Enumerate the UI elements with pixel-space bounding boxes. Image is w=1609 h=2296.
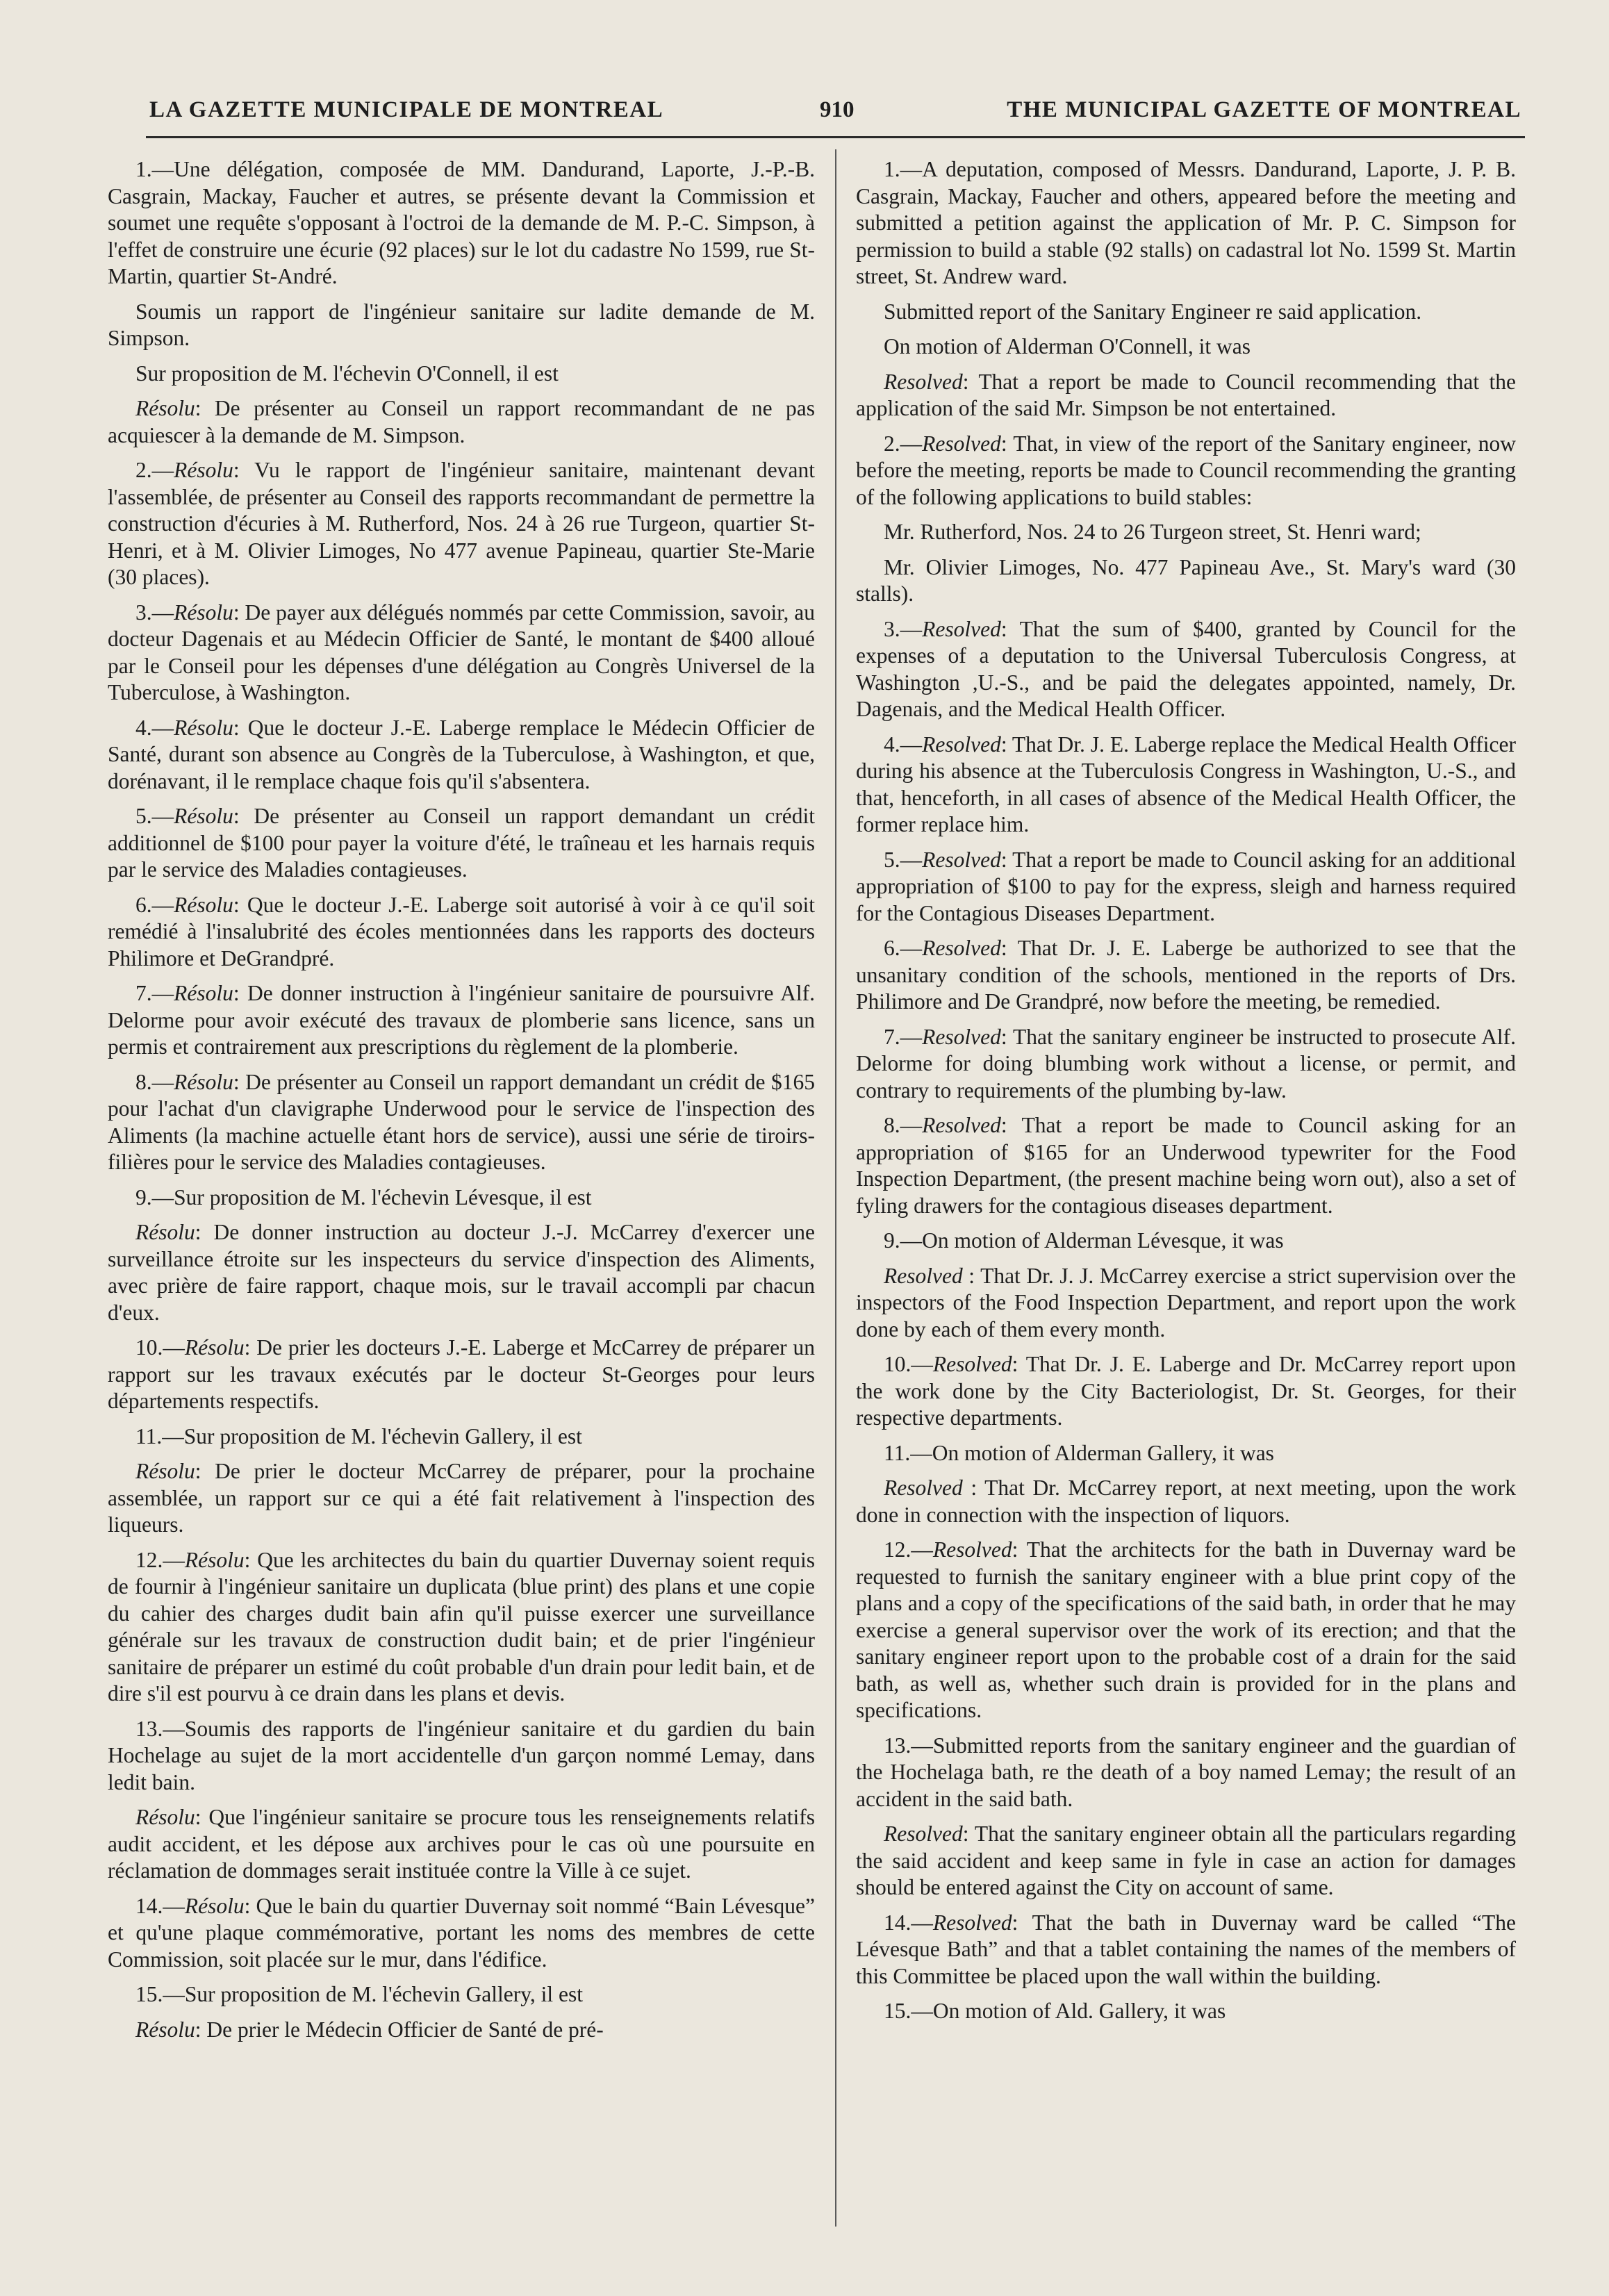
paragraph: Résolu: De prier le docteur McCarrey de préparer, pour la prochaine assemblée, un rapport sur ce qui a été fait relativement à l'inspection des liqueurs. [108, 1459, 815, 1537]
paragraph: Soumis un rapport de l'ingénieur sanitaire sur ladite demande de M. Simpson. [108, 299, 815, 350]
paragraph: Résolu: Que l'ingénieur sanitaire se procure tous les renseignements relatifs audit accident, et les dépose aux archives pour le cas où une poursuite en réclamation de dommages serait instituée contre la Ville à ce sujet. [108, 1805, 815, 1883]
running-head [149, 97, 1521, 132]
paragraph: Resolved: That the sanitary engineer obtain all the particulars regarding the said accident and keep same in fyle in case an action for damages should be entered against the City on account of same. [856, 1822, 1516, 1899]
column-divider [835, 149, 836, 2227]
paragraph: 15.—Sur proposition de M. l'échevin Gallery, il est [135, 1982, 584, 2006]
paragraph: 7.—Resolved: That the sanitary engineer be instructed to prosecute Alf. Delorme for doing blumbing work without a license, or permit, and contrary to requirements of the plumbing by-law. [856, 1024, 1516, 1102]
paragraph: 4.—Résolu: Que le docteur J.-E. Laberge remplace le Médecin Officier de Santé, durant son absence au Congrès de la Tuberculose, à Washington, et que, dorénavant, il le remplace chaque fois qu'il s'absentera. [108, 715, 815, 793]
french-column [108, 156, 815, 2051]
paragraph: 9.—Sur proposition de M. l'échevin Lévesque, il est [135, 1184, 592, 1209]
paragraph: 14.—Resolved: That the bath in Duvernay ward be called “The Lévesque Bath” and that a tablet containing the names of the members of this Committee be placed upon the wall within the building. [856, 1910, 1516, 1988]
paragraph: 6.—Resolved: That Dr. J. E. Laberge be authorized to see that the unsanitary condition of the schools, mentioned in the reports of Drs. Philimore and De Grandpré, now before the meeting, be remedied. [856, 936, 1516, 1014]
header-french-title: LA GAZETTE MUNICIPALE DE MONTREAL [149, 97, 664, 122]
paragraph: 1.—A deputation, composed of Messrs. Dandurand, Laporte, J. P. B. Casgrain, Mackay, Faucher and others, appeared before the meeting and submitted a petition against the application of Mr. P. C. Simpson for permission to build a stable (92 stalls) on cadastral lot No. 1599 St. Martin street, St. Andrew ward. [856, 157, 1516, 288]
paragraph: Résolu: De présenter au Conseil un rapport recommandant de ne pas acquiescer à la demande de M. Simpson. [108, 396, 815, 447]
page-number: 910 [820, 97, 855, 122]
paragraph: 2.—Résolu: Vu le rapport de l'ingénieur sanitaire, maintenant devant l'assemblée, de présenter au Conseil des rapports recommandant de permettre la construction d'écuries à M. Rutherford, Nos. 24 à 26 rue Turgeon, quartier St-Henri, et à M. Olivier Limoges, No 477 avenue Papineau, quartier Ste-Marie (30 places). [108, 458, 815, 589]
paragraph: 4.—Resolved: That Dr. J. E. Laberge replace the Medical Health Officer during his absence at the Tuberculosis Congress in Washington, U.-S., and that, henceforth, in all cases of absence of the Medical Health Officer, the former replace him. [856, 732, 1516, 836]
paragraph: 12.—Résolu: Que les architectes du bain du quartier Duvernay soient requis de fournir à l'ingénieur sanitaire un duplicata (blue print) des plans et une copie du cahier des charges dudit bain afin qu'il puisse exercer une surveillance générale sur les travaux de construction dudit bain; et de prier l'ingénieur sanitaire de préparer un estimé du coût probable d'un drain pour ledit bain, et de dire s'il est pourvu à ce drain dans les plans et devis. [108, 1547, 815, 1706]
paragraph: Mr. Rutherford, Nos. 24 to 26 Turgeon street, St. Henri ward; [884, 520, 1421, 544]
paragraph: 10.—Résolu: De prier les docteurs J.-E. Laberge et McCarrey de préparer un rapport sur les travaux exécutés par le docteur St-Georges pour leurs départements respectifs. [108, 1335, 815, 1413]
paragraph: Résolu: De donner instruction au docteur J.-J. McCarrey d'exercer une surveillance étroite sur les inspecteurs du service d'inspection des Aliments, avec prière de faire rapport, chaque mois, sur le travail accompli par chacun d'eux. [108, 1220, 815, 1325]
paragraph: 3.—Résolu: De payer aux délégués nommés par cette Commission, savoir, au docteur Dagenais et au Médecin Officier de Santé, le montant de $400 alloué par le Conseil pour les dépenses d'une délégation au Congrès Universel de la Tuberculose, à Washington. [108, 600, 815, 704]
paragraph: 5.—Résolu: De présenter au Conseil un rapport demandant un crédit additionnel de $100 pour payer la voiture d'été, le traîneau et les harnais requis par le service des Maladies contagieuses. [108, 804, 815, 882]
paragraph: 13.—Submitted reports from the sanitary engineer and the guardian of the Hochelaga bath, re the death of a boy named Lemay; the result of an accident in the said bath. [856, 1733, 1516, 1811]
paragraph: 5.—Resolved: That a report be made to Council asking for an additional appropriation of $100 to pay for the express, sleigh and harness required for the Contagious Diseases Department. [856, 847, 1516, 925]
paragraph: 9.—On motion of Alderman Lévesque, it was [884, 1228, 1284, 1253]
paragraph: Resolved : That Dr. McCarrey report, at next meeting, upon the work done in connection with the inspection of liquors. [856, 1476, 1516, 1527]
header-rule [146, 136, 1525, 138]
paragraph: Mr. Olivier Limoges, No. 477 Papineau Ave., St. Mary's ward (30 stalls). [856, 554, 1516, 606]
header-english-title: THE MUNICIPAL GAZETTE OF MONTREAL [1007, 97, 1521, 122]
paragraph: 7.—Résolu: De donner instruction à l'ingénieur sanitaire de poursuivre Alf. Delorme pour avoir exécuté des travaux de plomberie sans licence, sans un permis et contrairement aux prescriptions du règlement de la plomberie. [108, 981, 815, 1059]
paragraph: 15.—On motion of Ald. Gallery, it was [884, 1999, 1226, 2023]
paragraph: 2.—Resolved: That, in view of the report of the Sanitary engineer, now before the meeting, reports be made to Council recommending the granting of the following applications to build stables: [856, 431, 1516, 509]
paragraph: 8.—Resolved: That a report be made to Council asking for an appropriation of $165 for an Underwood typewriter for the Food Inspection Department, (the present machine being worn out), also a set of fyling drawers for the contagious diseases department. [856, 1113, 1516, 1218]
paragraph: Sur proposition de M. l'échevin O'Connell, il est [135, 361, 559, 386]
paragraph: 13.—Soumis des rapports de l'ingénieur sanitaire et du gardien du bain Hochelage au sujet de la mort accidentelle d'un garçon nommé Lemay, dans ledit bain. [108, 1716, 815, 1794]
paragraph: 10.—Resolved: That Dr. J. E. Laberge and Dr. McCarrey report upon the work done by the City Bacteriologist, Dr. St. Georges, for their respective departments. [856, 1352, 1516, 1430]
paragraph: On motion of Alderman O'Connell, it was [884, 334, 1251, 358]
paragraph: 3.—Resolved: That the sum of $400, granted by Council for the expenses of a deputation to the Universal Tuberculosis Congress, at Washington ,U.-S., and be paid the delegates appointed, namely, Dr. Dagenais, and the Medical Health Officer. [856, 616, 1516, 721]
paragraph: Submitted report of the Sanitary Engineer re said application. [884, 299, 1422, 324]
paragraph: 8.—Résolu: De présenter au Conseil un rapport demandant un crédit de $165 pour l'achat d'un clavigraphe Underwood pour le service de l'inspection des Aliments (la machine actuelle étant hors de service), aussi une série de tiroirs-filières pour le service des Maladies contagieuses. [108, 1069, 815, 1174]
paragraph: Résolu: De prier le Médecin Officier de Santé de pré- [135, 2017, 604, 2042]
english-column [856, 156, 1516, 2033]
paragraph: 12.—Resolved: That the architects for the bath in Duvernay ward be requested to furnish the sanitary engineer with a blue print copy of the plans and a copy of the specifications of the said bath, in order that he may exercise a general supervisor over the work of its erection; and that the sanitary engineer report upon to the probable cost of a drain for the said bath, as well as, whether such drain is provided for in the plans and specifications. [856, 1537, 1516, 1722]
paragraph: 11.—Sur proposition de M. l'échevin Gallery, il est [135, 1423, 582, 1448]
paragraph: 14.—Résolu: Que le bain du quartier Duvernay soit nommé “Bain Lévesque” et qu'une plaque commémorative, portant les noms des membres de cette Commission, soit placée sur le mur, dans l'édifice. [108, 1893, 815, 1972]
paragraph: 6.—Résolu: Que le docteur J.-E. Laberge soit autorisé à voir à ce qu'il soit remédié à l'insalubrité des écoles mentionnées dans les rapports des docteurs Philimore et DeGrandpré. [108, 892, 815, 971]
paragraph: Resolved : That Dr. J. J. McCarrey exercise a strict supervision over the inspectors of the Food Inspection Department, and report upon the work done by each of them every month. [856, 1263, 1516, 1341]
paragraph: 11.—On motion of Alderman Gallery, it was [884, 1440, 1274, 1465]
paragraph: 1.—Une délégation, composée de MM. Dandurand, Laporte, J.-P.-B. Casgrain, Mackay, Faucher et autres, se présente devant la Commission et soumet une requête s'opposant à l'octroi de la demande de M. P.-C. Simpson, à l'effet de construire une écurie (92 places) sur le lot du cadastre No 1599, rue St-Martin, quartier St-André. [108, 157, 815, 288]
paragraph: Resolved: That a report be made to Council recommending that the application of the said Mr. Simpson be not entertained. [856, 369, 1516, 420]
